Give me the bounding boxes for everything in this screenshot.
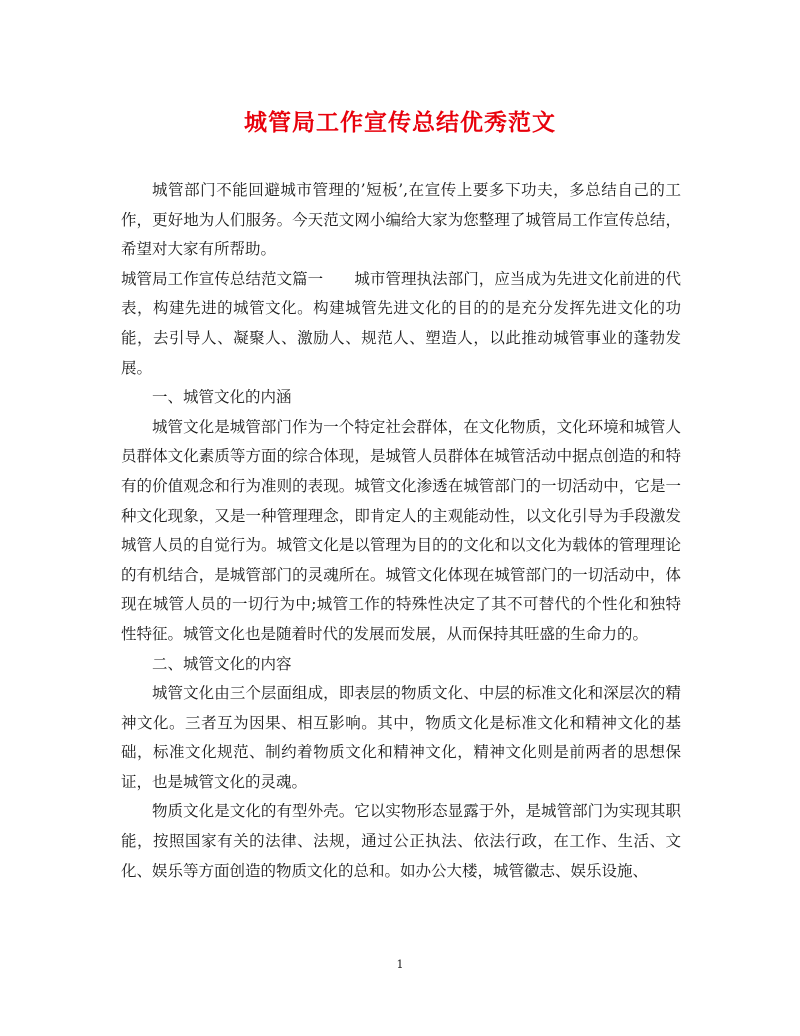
heading-culture-content: 二、城管文化的内容 <box>152 654 292 673</box>
paragraph-culture-meaning: 城管文化是城管部门作为一个特定社会群体，在文化物质，文化环境和城管人员群体文化素质等方面的综合体现，是城管人员群体在城管活动中据点创造的和特有的价值观念和行为准则的表现。城管文化渗透在城管部门的一切活动中，它是一种文化现象，又是一种管理理念，即肯定人的主观能动性，以文化引导为手段激发城管人员的自觉行为。城管文化是以管理为目的的文化和以文化为载体的管理理论的有机结合，是城管部门的灵魂所在。城管文化体现在城管部门的一切活动中，体现在城管人员的一切行为中;城管工作的特殊性决定了其不可替代的个性化和独特性特征。城管文化也是随着时代的发展而发展，从而保持其旺盛的生命力的。 <box>121 417 681 643</box>
paragraph-section-one: 城管局工作宣传总结范文篇一 城市管理执法部门，应当成为先进文化前进的代表，构建先进的城管文化。构建城管先进文化的目的的是充分发挥先进文化的功能，去引导人、凝聚人、激励人、规范人、塑造人，以此推动城管事业的蓬勃发展。 <box>121 269 681 377</box>
heading-culture-meaning: 一、城管文化的内涵 <box>152 388 292 407</box>
paragraph-material-culture: 物质文化是文化的有型外壳。它以实物形态显露于外，是城管部门为实现其职能，按照国家有关的法律、法规，通过公正执法、依法行政，在工作、生活、文化、娱乐等方面创造的物质文化的总和。如办公大楼，城管徽志、娱乐设施、 <box>121 802 681 880</box>
page-number: 1 <box>396 958 404 971</box>
paragraph-culture-layers: 城管文化由三个层面组成，即表层的物质文化、中层的标准文化和深层次的精神文化。三者互为因果、相互影响。其中，物质文化是标准文化和精神文化的基础，标准文化规范、制约着物质文化和精神文化，精神文化则是前两者的思想保证，也是城管文化的灵魂。 <box>121 684 681 791</box>
paragraph-intro: 城管部门不能回避城市管理的’短板’,在宣传上要多下功夫，多总结自己的工作，更好地为人们服务。今天范文网小编给大家为您整理了城管局工作宣传总结，希望对大家有所帮助。 <box>121 181 681 259</box>
document-title: 城管局工作宣传总结优秀范文 <box>244 109 556 136</box>
document-body <box>121 176 681 886</box>
